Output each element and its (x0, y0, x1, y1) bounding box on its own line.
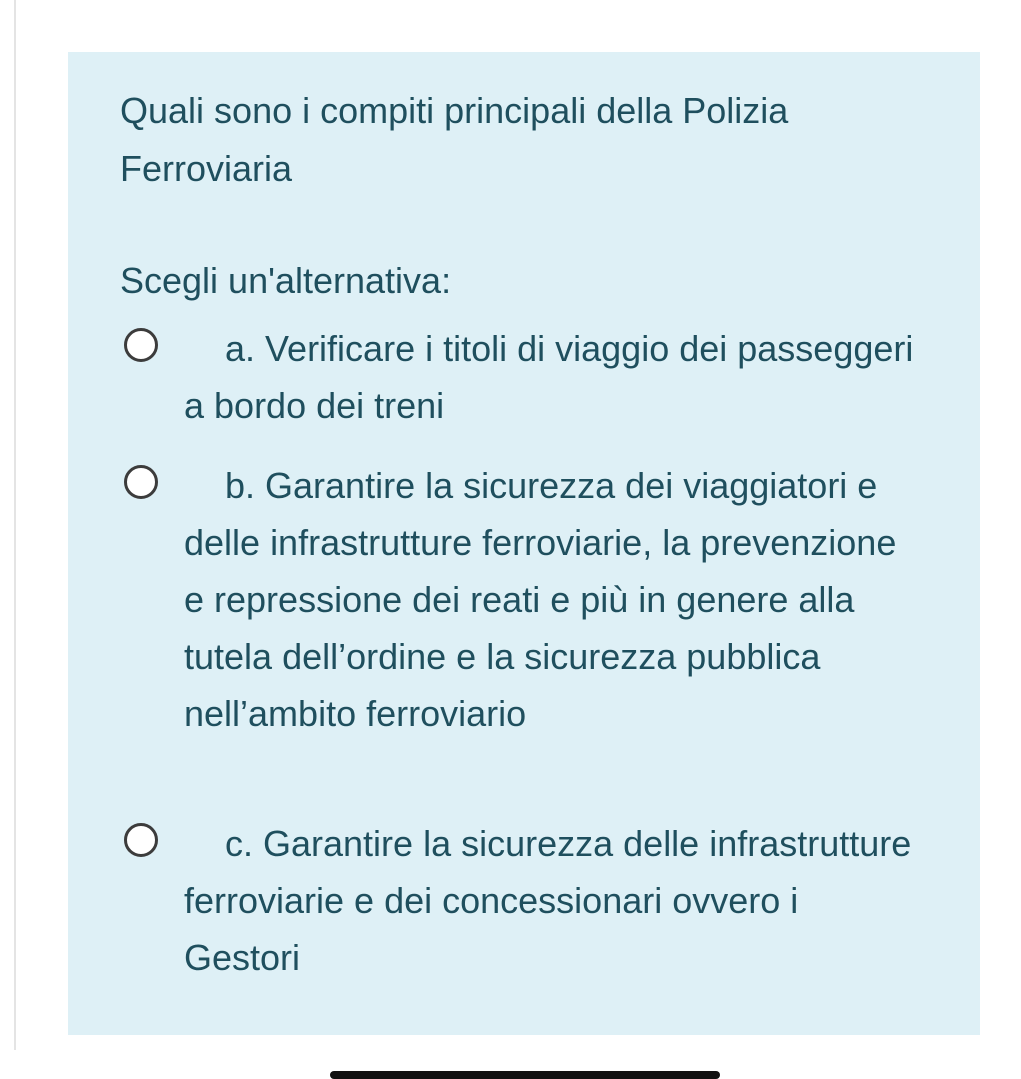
option-c-label[interactable]: c. Garantire la sicurezza delle infrastrutture ferroviarie e dei concessionari ovvero i Gestori (184, 823, 912, 978)
option-c-radio[interactable] (124, 823, 158, 857)
option-a-radio[interactable] (124, 328, 158, 362)
option-b-radio[interactable] (124, 465, 158, 499)
option-a[interactable] (184, 320, 924, 434)
left-divider (14, 0, 16, 1050)
home-indicator (330, 1071, 720, 1079)
question-text: Quali sono i compiti principali della Polizia Ferroviaria (120, 90, 789, 189)
option-c[interactable] (184, 815, 924, 986)
option-b-label[interactable]: b. Garantire la sicurezza dei viaggiatori e delle infrastrutture ferroviarie, la prevenzione e repressione dei reati e più in genere alla tutela dell’ordine e la sicurezza pubblica nell’ambito ferroviario (184, 465, 897, 734)
option-a-label[interactable]: a. Verificare i titoli di viaggio dei passeggeri a bordo dei treni (184, 328, 914, 426)
answer-prompt: Scegli un'alternativa: (120, 260, 452, 301)
option-b[interactable] (184, 457, 924, 742)
question-card (68, 52, 980, 1035)
